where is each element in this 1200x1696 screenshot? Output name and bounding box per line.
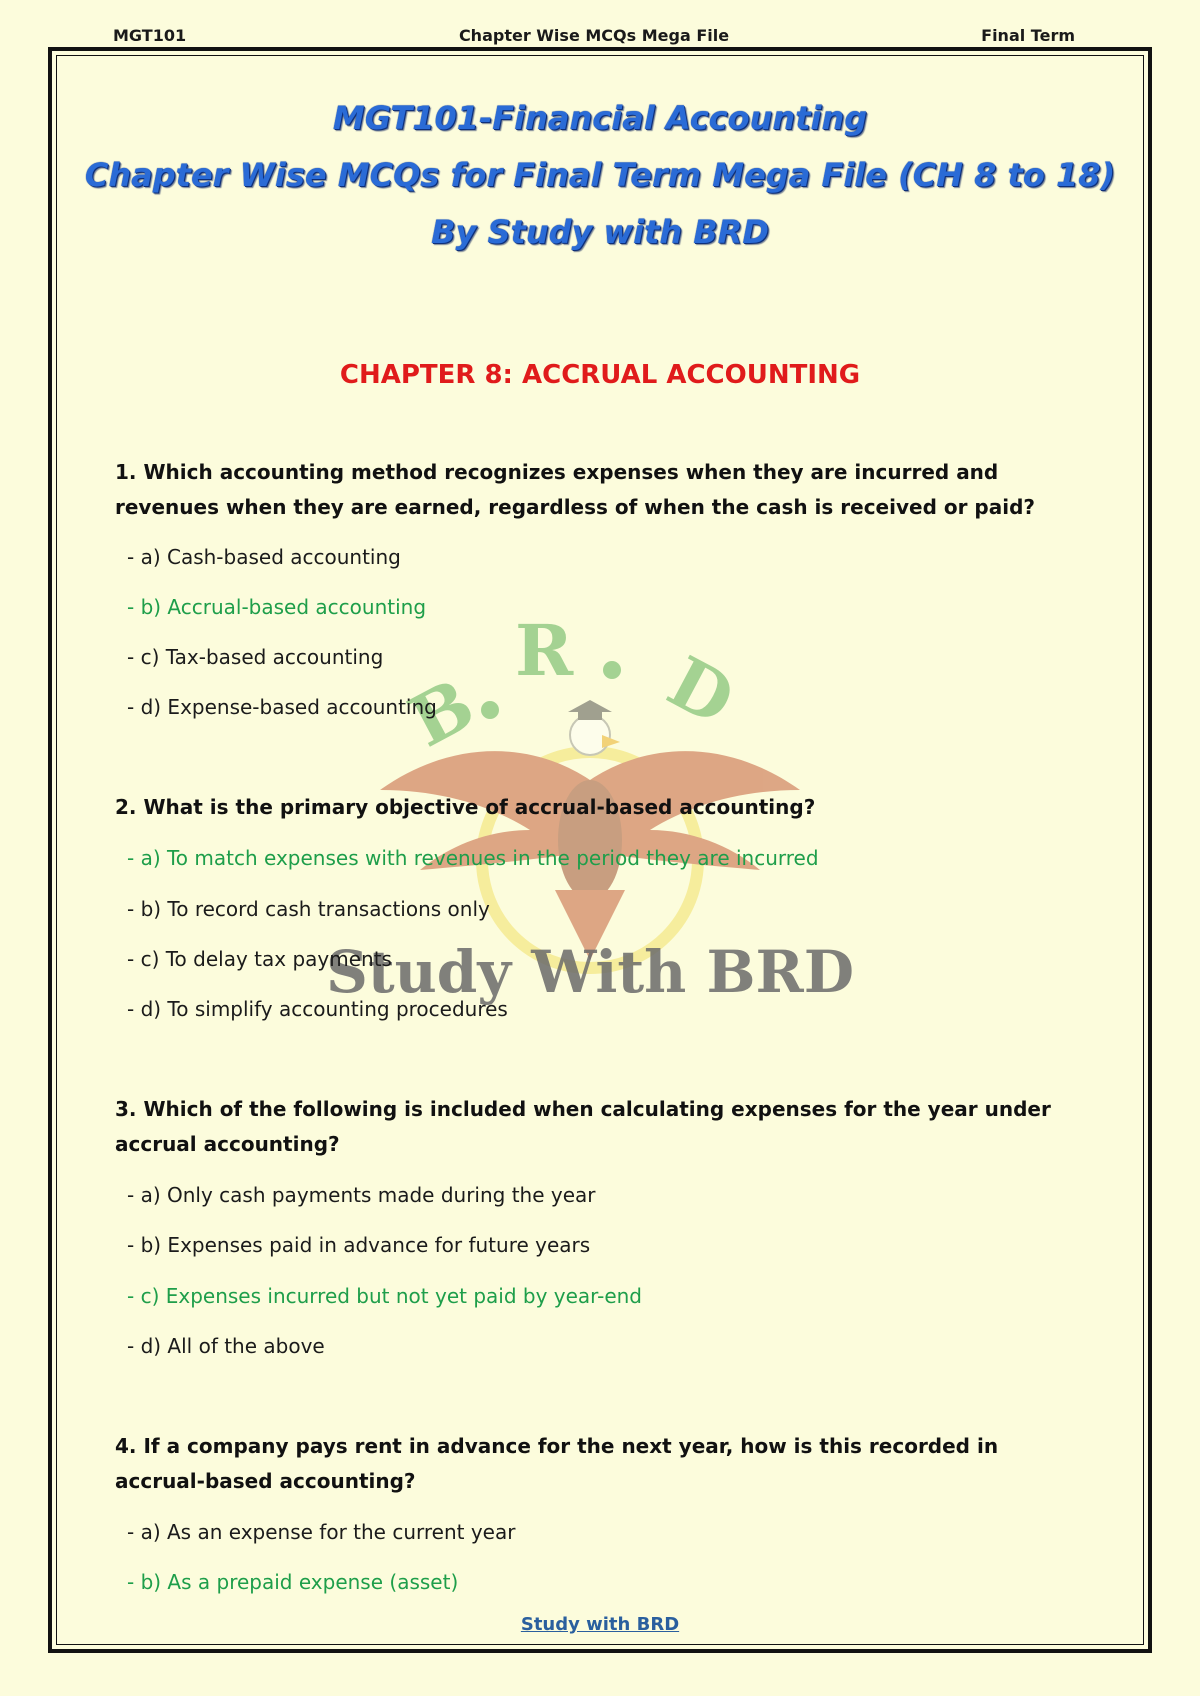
option-3a: - a) Only cash payments made during the year (127, 1183, 596, 1207)
option-4b-correct: - b) As a prepaid expense (asset) (127, 1570, 459, 1594)
question-number: 1. (115, 460, 137, 484)
option-3b: - b) Expenses paid in advance for future years (127, 1233, 591, 1257)
option-3c-correct: - c) Expenses incurred but not yet paid by year-end (127, 1284, 642, 1308)
question-1 (115, 455, 1090, 525)
option-1c: - c) Tax-based accounting (127, 645, 384, 669)
option-2c: - c) To delay tax payments (127, 947, 392, 971)
question-text: What is the primary objective of accrual-based accounting? (143, 795, 816, 819)
option-4a: - a) As an expense for the current year (127, 1520, 516, 1544)
option-1d: - d) Expense-based accounting (127, 695, 437, 719)
question-number: 2. (115, 795, 137, 819)
option-3d: - d) All of the above (127, 1334, 325, 1358)
chapter-heading: CHAPTER 8: ACCRUAL ACCOUNTING (339, 360, 861, 390)
option-2d: - d) To simplify accounting procedures (127, 997, 508, 1021)
option-1a: - a) Cash-based accounting (127, 545, 401, 569)
watermark-letter-b: B (396, 662, 488, 764)
title-author: By Study with BRD (431, 213, 769, 251)
question-4 (115, 1429, 1090, 1499)
question-text: Which accounting method recognizes expenses when they are incurred and revenues when they are earned, regardless of when the cash is received or paid? (115, 460, 1036, 519)
question-number: 4. (115, 1434, 137, 1458)
option-1b-correct: - b) Accrual-based accounting (127, 595, 427, 619)
watermark-text: Study With BRD (325, 938, 855, 1006)
title-subtitle: Chapter Wise MCQs for Final Term Mega File (CH 8 to 18) (84, 156, 1116, 194)
header-file-title: Chapter Wise MCQs Mega File (458, 26, 730, 45)
footer-study-with-brd-link[interactable]: Study with BRD (520, 1614, 680, 1635)
header-course-code: MGT101 (113, 26, 187, 45)
option-2a-correct: - a) To match expenses with revenues in the period they are incurred (127, 846, 819, 870)
question-text: Which of the following is included when calculating expenses for the year under accrual accounting? (115, 1097, 1051, 1156)
watermark-letter-d: D (654, 639, 748, 742)
option-2b: - b) To record cash transactions only (127, 897, 490, 921)
question-3 (115, 1092, 1090, 1162)
question-2 (115, 790, 1090, 825)
question-text: If a company pays rent in advance for the next year, how is this recorded in accrual-based accounting? (115, 1434, 999, 1493)
title-course: MGT101-Financial Accounting (332, 99, 868, 137)
header-term: Final Term (981, 26, 1075, 45)
watermark-letter-r: R (515, 609, 574, 692)
question-number: 3. (115, 1097, 137, 1121)
